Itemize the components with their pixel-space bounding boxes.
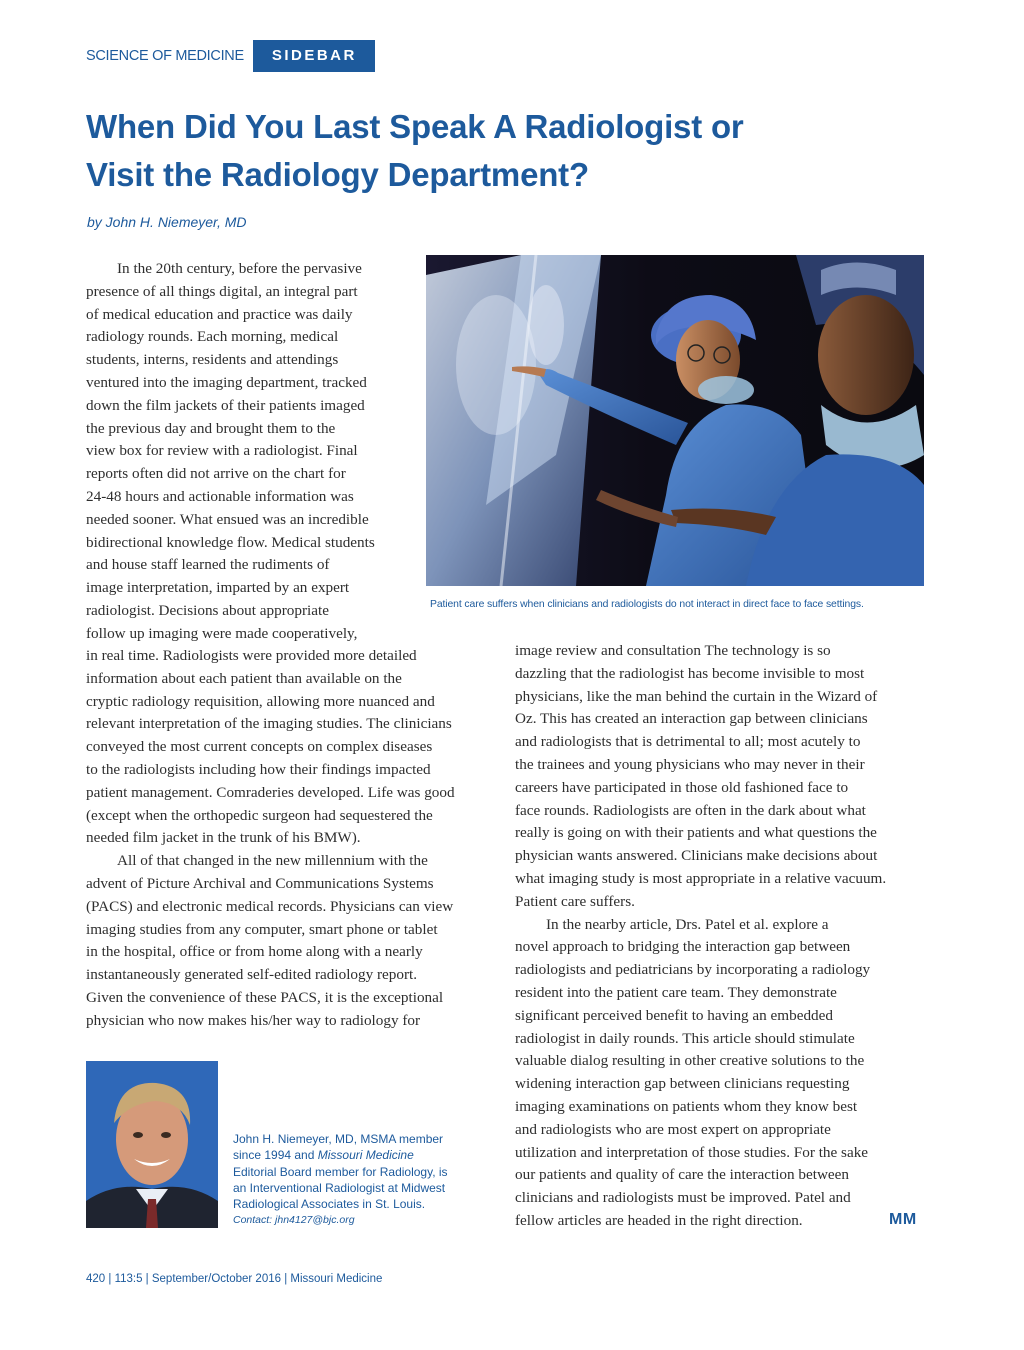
body-line: image interpretation, imparted by an expert — [86, 579, 350, 597]
body-line: significant perceived benefit to having an embedded — [515, 1006, 833, 1024]
body-line: in real time. Radiologists were provided more detailed — [86, 647, 417, 664]
body-line: conveyed the most current concepts on complex diseases — [86, 738, 433, 756]
body-line: bidirectional knowledge flow. Medical students — [86, 533, 375, 551]
body-line: All of that changed in the new millennium with the — [117, 852, 428, 870]
body-line: our patients and quality of care the interaction between — [515, 1166, 849, 1184]
bio-line: an Interventional Radiologist at Midwest — [233, 1180, 446, 1195]
body-line: imaging examinations on patients whom they know best — [515, 1097, 858, 1115]
body-line: of medical education and practice was daily — [86, 305, 353, 323]
bio-line: John H. Niemeyer, MD, MSMA member — [233, 1132, 444, 1146]
section-header — [86, 40, 375, 72]
body-line: cryptic radiology requisition, allowing more nuanced and — [86, 692, 435, 710]
article-title-line-2: Visit the Radiology Department? — [86, 156, 589, 193]
body-column-b — [86, 645, 496, 1033]
body-line: In the 20th century, before the pervasive — [117, 260, 362, 277]
body-line: radiologist. Decisions about appropriate — [86, 601, 329, 619]
body-line: clinicians and radiologists must be improved. Patel and — [515, 1189, 851, 1207]
end-mark: MM — [889, 1211, 917, 1228]
body-line: students, interns, residents and attendings — [86, 351, 339, 369]
page-footer: 420 | 113:5 | September/October 2016 | Missouri Medicine — [86, 1273, 383, 1285]
article-title — [86, 103, 946, 199]
body-line: needed film jacket in the trunk of his BMW). — [86, 829, 361, 847]
body-line: to the radiologists including how their findings impacted — [86, 760, 431, 778]
body-line: advent of Picture Archival and Communications Systems — [86, 874, 434, 892]
body-line: Patient care suffers. — [515, 892, 635, 910]
body-line: patient management. Comraderies developed. Life was good — [86, 783, 455, 801]
body-line: fellow articles are headed in the right direction. — [515, 1211, 803, 1229]
author-portrait — [86, 1061, 218, 1228]
photo-caption: Patient care suffers when clinicians and radiologists do not interact in direct face to face settings. — [430, 599, 864, 610]
body-line: really is going on with their patients and what questions the — [515, 824, 877, 842]
body-line: down the film jackets of their patients imaged — [86, 396, 365, 414]
body-line: imaging studies from any computer, smart phone or tablet — [86, 920, 438, 938]
body-line: what imaging study is most appropriate in a relative vacuum. — [515, 869, 887, 887]
bio-line-text: since 1994 and — [233, 1148, 318, 1163]
author-bio — [233, 1131, 493, 1229]
body-line: and house staff learned the rudiments of — [86, 556, 330, 574]
bio-line: Radiological Associates in St. Louis. — [233, 1197, 426, 1212]
body-line: information about each patient than available on the — [86, 669, 402, 687]
body-line: radiologists and pediatricians by incorporating a radiology — [515, 961, 871, 979]
body-line: utilization and interpretation of those studies. For the sake — [515, 1143, 869, 1161]
section-label: SCIENCE OF MEDICINE — [86, 48, 244, 64]
body-line: widening interaction gap between clinicians requesting — [515, 1075, 850, 1093]
body-line: and radiologists that is detrimental to all; most acutely to — [515, 733, 861, 751]
body-line: presence of all things digital, an integral part — [86, 282, 358, 300]
body-line: physician wants answered. Clinicians make decisions about — [515, 847, 878, 865]
body-line: In the nearby article, Drs. Patel et al. explore a — [546, 915, 829, 933]
body-line: in the hospital, office or from home along with a nearly — [86, 943, 423, 961]
body-line: face rounds. Radiologists are often in the dark about what — [515, 801, 866, 819]
bio-line: Editorial Board member for Radiology, is — [233, 1164, 448, 1179]
body-line: radiologist in daily rounds. This article should stimulate — [515, 1029, 855, 1047]
body-line: 24-48 hours and actionable information was — [86, 487, 354, 505]
body-line: instantaneously generated self-edited radiology report. — [86, 966, 418, 984]
body-line: (PACS) and electronic medical records. Physicians can view — [86, 897, 454, 915]
author-portrait-illustration — [86, 1061, 218, 1228]
article-byline: by John H. Niemeyer, MD — [87, 214, 247, 230]
body-line: relevant interpretation of the imaging studies. The clinicians — [86, 715, 452, 733]
feature-photo-illustration — [426, 255, 924, 586]
body-line: physicians, like the man behind the curtain in the Wizard of — [515, 687, 878, 705]
bio-publication-name: Missouri Medicine — [317, 1148, 414, 1163]
feature-photo — [426, 255, 924, 586]
body-line: physician who now makes his/her way to radiology for — [86, 1011, 421, 1029]
body-column-a — [86, 258, 391, 646]
body-line: ventured into the imaging department, tracked — [86, 373, 367, 391]
body-line: needed sooner. What ensued was an incredible — [86, 510, 369, 528]
body-line: valuable dialog resulting in other creative solutions to the — [515, 1052, 865, 1070]
body-line: careers have participated in those old fashioned face to — [515, 778, 849, 796]
body-line: Given the convenience of these PACS, it is the exceptional — [86, 988, 444, 1006]
body-line: the previous day and brought them to the — [86, 419, 336, 437]
body-line: the trainees and young physicians who may never in their — [515, 755, 865, 773]
body-line: and radiologists who are most expert on appropriate — [515, 1120, 831, 1138]
body-line: view box for review with a radiologist. Final — [86, 442, 358, 460]
body-line: follow up imaging were made cooperatively, — [86, 624, 358, 642]
body-line: dazzling that the radiologist has become invisible to most — [515, 664, 865, 682]
sidebar-tag: SIDEBAR — [253, 40, 375, 72]
body-line: image review and consultation The technology is so — [515, 642, 831, 659]
body-line: novel approach to bridging the interaction gap between — [515, 938, 851, 956]
body-column-c — [515, 640, 930, 1233]
body-line: reports often did not arrive on the chart for — [86, 465, 346, 483]
article-title-line-1: When Did You Last Speak A Radiologist or — [86, 108, 744, 145]
body-line: (except when the orthopedic surgeon had sequestered the — [86, 806, 433, 824]
bio-contact: Contact: jhn4127@bjc.org — [233, 1214, 355, 1227]
body-line: resident into the patient care team. They demonstrate — [515, 983, 837, 1001]
bio-line — [233, 1147, 493, 1163]
body-line: Oz. This has created an interaction gap between clinicians — [515, 710, 868, 728]
body-line: radiology rounds. Each morning, medical — [86, 328, 339, 346]
